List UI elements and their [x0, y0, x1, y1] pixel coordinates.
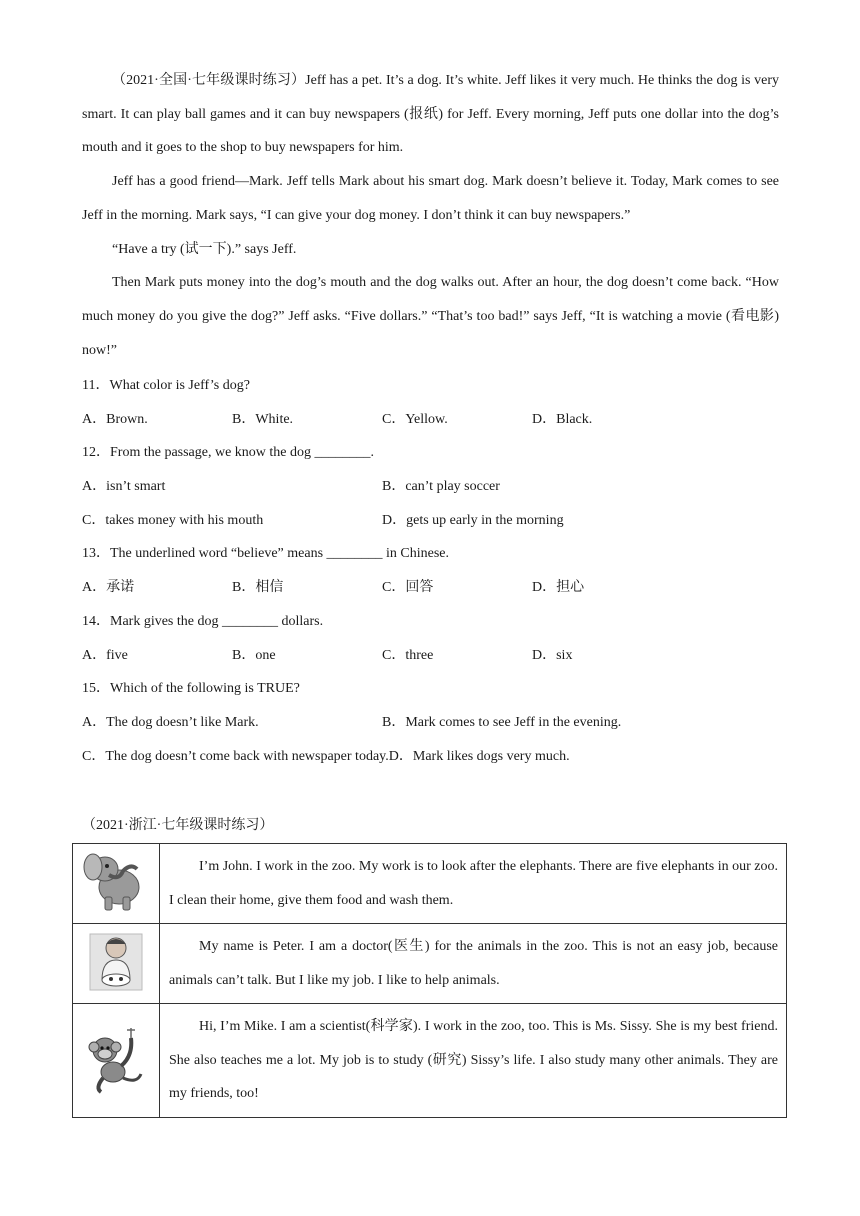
option-c[interactable]: C．回答	[382, 580, 434, 596]
reading-passage	[82, 64, 779, 367]
question-stem: 15．Which of the following is TRUE?	[82, 681, 300, 697]
john-text: I’m John. I work in the zoo. My work is to look after the elephants. There are five elephants in our zoo. I clean their home, give them food and wash them.	[169, 859, 778, 908]
passage-paragraph-2: Jeff has a good friend—Mark. Jeff tells Mark about his smart dog. Mark doesn’t believe it. Today, Mark comes to see Jeff in the morning. Mark says, “I can give your dog money. I don’t think it can buy newspapers.”	[82, 174, 779, 223]
question-list	[82, 369, 782, 773]
mike-text: Hi, I’m Mike. I am a scientist(科学家). I work in the zoo, too. This is Ms. Sissy. She is my best friend. She also teaches me a lot. My job is to study (研究) Sissy’s life. I also study many other animals. They are my friends, too!	[169, 1019, 778, 1101]
elephant-icon	[79, 904, 153, 919]
peter-text: My name is Peter. I am a doctor(医生) for the animals in the zoo. This is not an easy job, because animals can’t talk. But I like my job. I like to help animals.	[169, 939, 778, 988]
doctor-icon	[86, 983, 146, 998]
option-row	[82, 470, 782, 504]
option-a[interactable]: A．five	[82, 647, 128, 663]
table-row	[73, 924, 787, 1004]
table-row	[73, 1004, 787, 1118]
option-b[interactable]: B．White.	[232, 411, 294, 427]
option-c[interactable]: C．takes money with his mouth	[82, 512, 264, 528]
option-row	[82, 403, 782, 437]
option-d[interactable]: D．Black.	[532, 411, 593, 427]
passage-source: （2021·全国·七年级课时练习）	[112, 73, 306, 88]
option-d[interactable]: D．six	[532, 647, 573, 663]
question-stem: 11．What color is Jeff’s dog?	[82, 378, 250, 393]
option-a[interactable]: A．The dog doesn’t like Mark.	[82, 714, 259, 730]
option-d[interactable]: D．gets up early in the morning	[382, 512, 564, 528]
question-stem: 13．The underlined word “believe” means ________ in Chinese.	[82, 546, 450, 562]
option-d[interactable]: D．担心	[532, 580, 585, 596]
option-a[interactable]: A．承诺	[82, 580, 135, 596]
text-cell	[160, 1004, 787, 1118]
image-cell	[73, 844, 160, 924]
image-cell	[73, 924, 160, 1004]
option-a[interactable]: A．isn’t smart	[82, 479, 166, 495]
question-stem: 12．From the passage, we know the dog ________.	[82, 445, 375, 461]
question-stem: 14．Mark gives the dog ________ dollars.	[82, 613, 324, 629]
option-c[interactable]: C．three	[382, 647, 434, 663]
option-d[interactable]: D．Mark likes dogs very much.	[388, 748, 570, 764]
passage-paragraph-1: （2021·全国·七年级课时练习）Jeff has a pet. It’s a dog. It’s white. Jeff likes it very much. He thinks the dog is very smart. It can play ball games and it can buy newspapers (报纸) for Jeff. Every morning, Jeff puts one dollar into the dog’s mouth and it goes to the shop to buy newspapers for him.	[82, 73, 779, 156]
option-row	[82, 571, 782, 605]
option-b[interactable]: B．Mark comes to see Jeff in the evening.	[382, 714, 622, 730]
passage-paragraph-3: “Have a try (试一下).” says Jeff.	[112, 241, 297, 257]
option-row	[82, 639, 782, 673]
option-a[interactable]: A．Brown.	[82, 411, 148, 427]
option-b[interactable]: B．can’t play soccer	[382, 479, 500, 495]
text-cell	[160, 924, 787, 1004]
monkey-icon	[81, 1085, 151, 1100]
option-row	[82, 740, 782, 774]
option-row	[82, 504, 782, 538]
text-cell	[160, 844, 787, 924]
passage-paragraph-4: Then Mark puts money into the dog’s mouth and the dog walks out. After an hour, the dog doesn’t come back. “How much money do you give the dog?” Jeff asks. “Five dollars.” “That’s too bad!” says Jeff, “It is watching a movie (看电影) now!”	[82, 275, 779, 358]
section-source: （2021·浙江·七年级课时练习）	[82, 818, 274, 833]
zoo-workers-table	[72, 843, 787, 1118]
table-row	[73, 844, 787, 924]
option-c[interactable]: C．Yellow.	[382, 411, 448, 427]
option-c[interactable]: C．The dog doesn’t come back with newspaper today.	[82, 748, 389, 764]
option-row	[82, 706, 782, 740]
option-b[interactable]: B．one	[232, 647, 276, 663]
option-b[interactable]: B．相信	[232, 580, 284, 596]
image-cell	[73, 1004, 160, 1118]
